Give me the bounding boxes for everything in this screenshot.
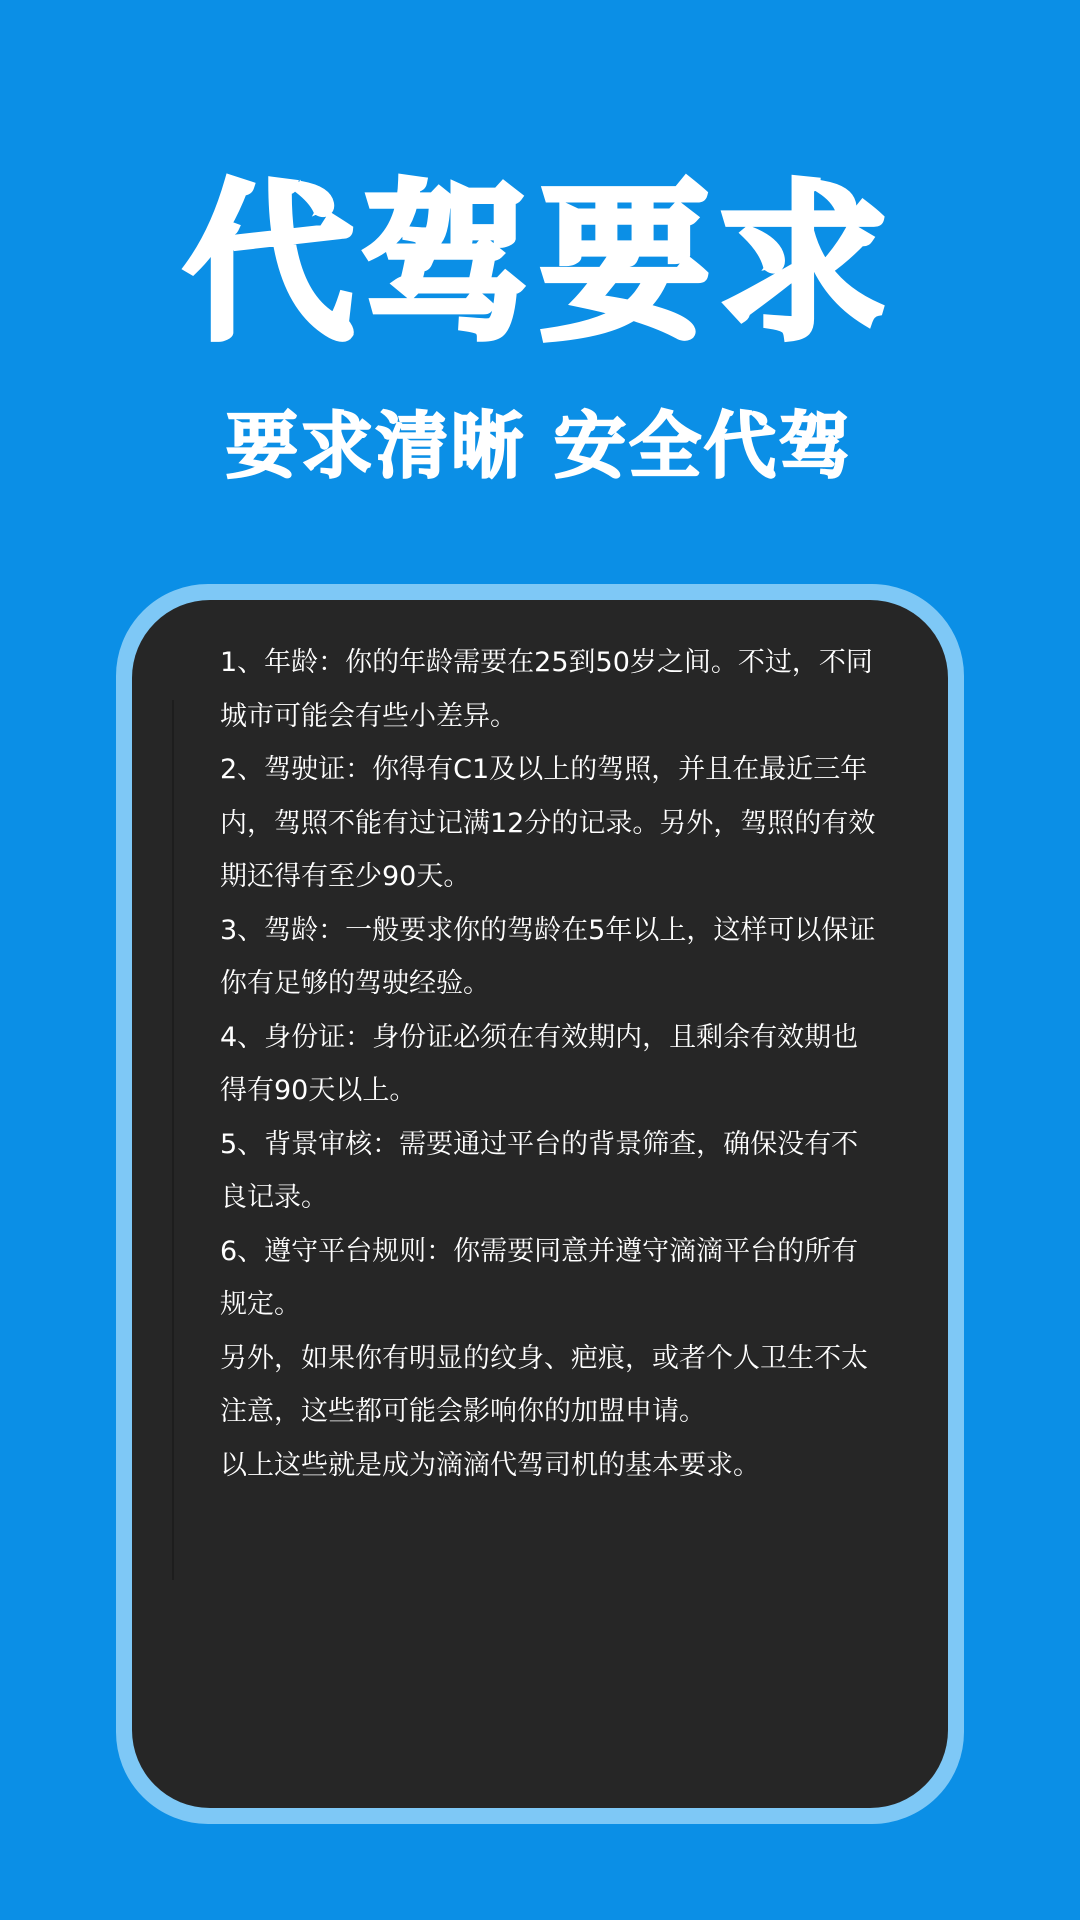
requirement-driving-years: 3、驾龄：一般要求你的驾龄在5年以上，这样可以保证你有足够的驾驶经验。 bbox=[220, 914, 876, 999]
screen-edge-line bbox=[172, 700, 174, 1580]
page-title: 代驾要求 bbox=[183, 166, 896, 364]
requirements-text bbox=[220, 636, 880, 1492]
requirement-appearance-note: 另外，如果你有明显的纹身、疤痕，或者个人卫生不太注意，这些都可能会影响你的加盟申请。 bbox=[220, 1342, 868, 1427]
requirement-platform-rules: 6、遵守平台规则：你需要同意并遵守滴滴平台的所有规定。 bbox=[220, 1235, 859, 1320]
requirement-license: 2、驾驶证：你得有C1及以上的驾照，并且在最近三年内，驾照不能有过记满12分的记录。另外，驾照的有效期还得有至少90天。 bbox=[220, 754, 876, 892]
requirement-summary: 以上这些就是成为滴滴代驾司机的基本要求。 bbox=[220, 1449, 760, 1481]
phone-frame bbox=[116, 584, 964, 1824]
requirement-id-card: 4、身份证：身份证必须在有效期内，且剩余有效期也得有90天以上。 bbox=[220, 1021, 859, 1106]
requirement-background-check: 5、背景审核：需要通过平台的背景筛查，确保没有不良记录。 bbox=[220, 1128, 859, 1213]
requirement-age: 1、年龄：你的年龄需要在25到50岁之间。不过，不同城市可能会有些小差异。 bbox=[220, 647, 873, 732]
phone-screen bbox=[132, 600, 948, 1808]
page-subtitle: 要求清晰 安全代驾 bbox=[225, 404, 855, 488]
